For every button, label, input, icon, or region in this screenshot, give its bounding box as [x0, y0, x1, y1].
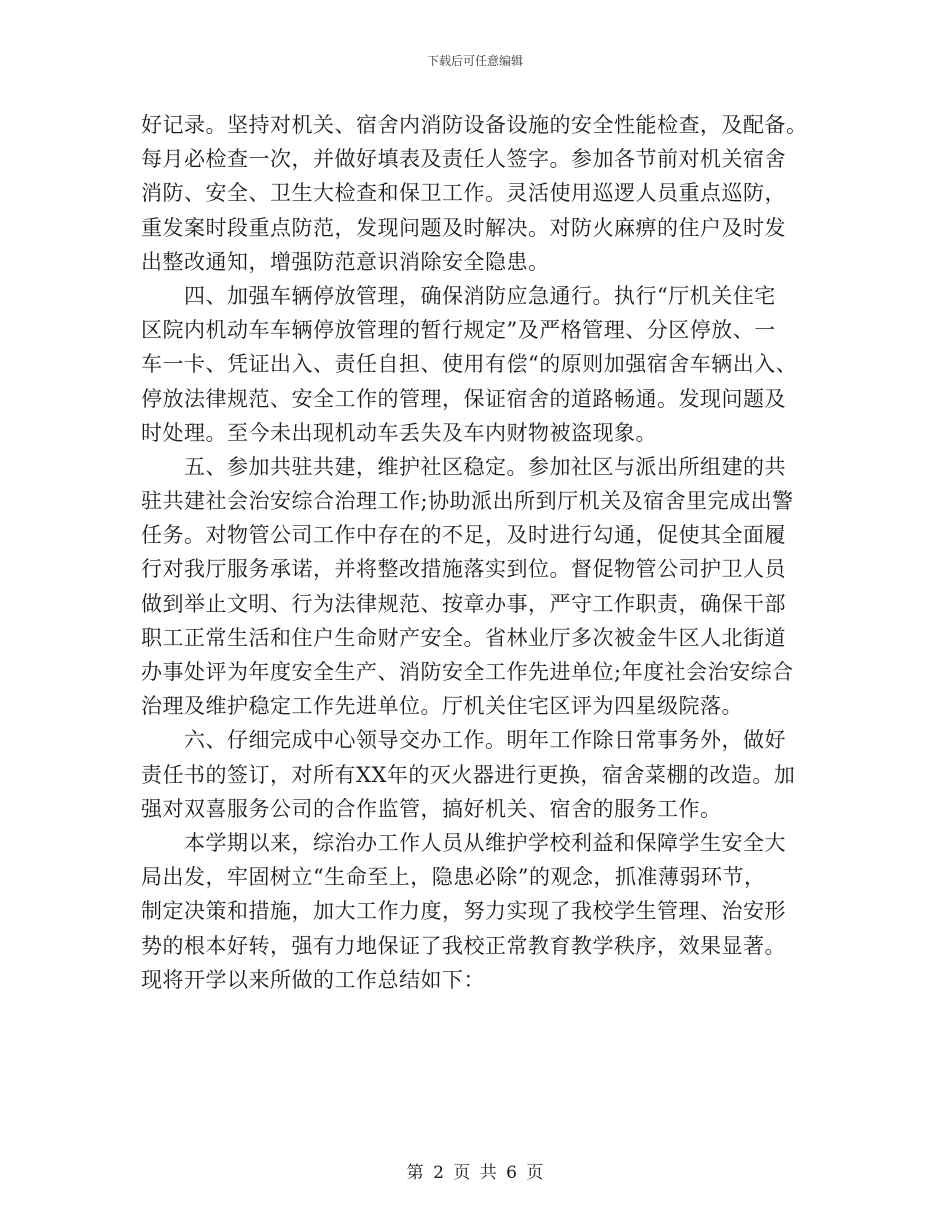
text-line: 车一卡、凭证出入、责任自担、使用有偿“的原则加强宿舍车辆出入、: [141, 352, 798, 377]
text-line: 六、仔细完成中心领导交办工作。明年工作除日常事务外，做好: [141, 728, 786, 753]
page-number-footer: 第 2 页 共 6 页: [406, 1163, 544, 1183]
text-line: 本学期以来，综治办工作人员从维护学校利益和保障学生安全大: [141, 830, 786, 855]
text-line: 区院内机动车车辆停放管理的暂行规定”及严格管理、分区停放、一: [141, 318, 776, 343]
text-line: 职工正常生活和住户生命财产安全。省林业厅多次被金牛区人北街道: [141, 625, 786, 650]
text-line: 局出发，牢固树立“生命至上，隐患必除”的观念，抓准薄弱环节，: [141, 865, 766, 890]
text-line: 行对我厅服务承诺，并将整改措施落实到位。督促物管公司护卫人员: [141, 557, 786, 582]
text-line: 治理及维护稳定工作先进单位。厅机关住宅区评为四星级院落。: [141, 694, 743, 719]
text-line: 时处理。至今未出现机动车丢失及车内财物被盗现象。: [141, 420, 657, 445]
text-line: 势的根本好转，强有力地保证了我校正常教育教学秩序，效果显著。: [141, 933, 786, 958]
text-line: 重发案时段重点防范，发现问题及时解决。对防火麻痹的住户及时发: [141, 215, 786, 240]
text-line: 消防、安全、卫生大检查和保卫工作。灵活使用巡逻人员重点巡防，: [141, 181, 786, 206]
text-line: 五、参加共驻共建，维护社区稳定。参加社区与派出所组建的共: [141, 454, 786, 479]
document-body: [141, 108, 809, 997]
text-line: 每月必检查一次，并做好填表及责任人签字。参加各节前对机关宿舍: [141, 147, 786, 172]
text-line: 任务。对物管公司工作中存在的不足，及时进行勾通，促使其全面履: [141, 523, 786, 548]
text-line: 责任书的签订，对所有XX年的灭火器进行更换，宿舍菜棚的改造。加: [141, 762, 796, 787]
text-line: 强对双喜服务公司的合作监管，搞好机关、宿舍的服务工作。: [141, 796, 722, 821]
text-line: 驻共建社会治安综合治理工作;协助派出所到厅机关及宿舍里完成出警: [141, 489, 794, 514]
text-line: 出整改通知，增强防范意识消除安全隐患。: [141, 249, 550, 274]
page-header: 下载后可任意编辑: [426, 54, 523, 68]
text-line: 做到举止文明、行为法律规范、按章办事，严守工作职责，确保干部: [141, 591, 786, 616]
text-line: 现将开学以来所做的工作总结如下：: [141, 967, 485, 992]
text-line: 制定决策和措施，加大工作力度，努力实现了我校学生管理、治安形: [141, 899, 786, 924]
text-line: 停放法律规范、安全工作的管理，保证宿舍的道路畅通。发现问题及: [141, 386, 786, 411]
text-line: 办事处评为年度安全生产、消防安全工作先进单位;年度社会治安综合: [141, 660, 794, 684]
text-line: 好记录。坚持对机关、宿舍内消防设备设施的安全性能检查，及配备。: [141, 113, 808, 137]
text-line: 四、加强车辆停放管理，确保消防应急通行。执行“厅机关住宅: [141, 283, 776, 308]
